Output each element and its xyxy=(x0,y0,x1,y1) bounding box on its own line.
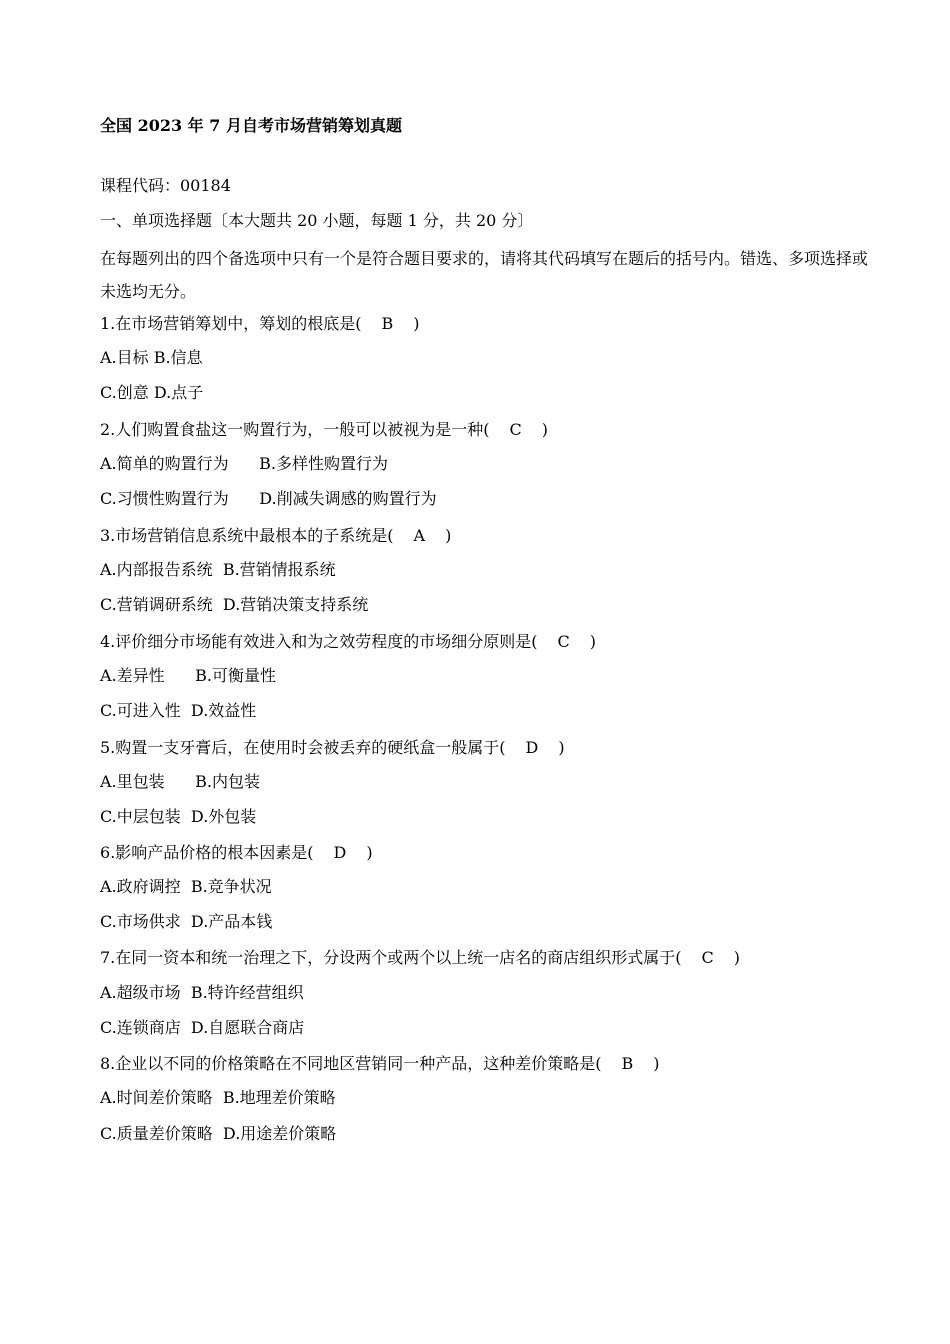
close-paren: ) xyxy=(541,420,549,439)
question-8-stem xyxy=(100,1053,660,1075)
question-stem: 5.购置一支牙膏后，在使用时会被丢弃的硬纸盒一般属于( xyxy=(100,738,506,757)
question-3-options-cd: C.营销调研系统 D.营销决策支持系统 xyxy=(100,595,369,614)
question-stem: 4.评价细分市场能有效进入和为之效劳程度的市场细分原则是( xyxy=(100,632,538,651)
question-1-stem xyxy=(100,313,420,335)
question-stem: 2.人们购置食盐这一购置行为，一般可以被视为是一种( xyxy=(100,420,490,439)
question-3-options-ab: A.内部报告系统 B.营销情报系统 xyxy=(100,560,336,579)
close-paren: ) xyxy=(366,843,373,862)
course-code: 课程代码：00184 xyxy=(100,176,231,195)
close-paren: ) xyxy=(653,1054,660,1073)
close-paren: ) xyxy=(413,314,420,333)
question-8-options-ab: A.时间差价策略 B.地理差价策略 xyxy=(100,1088,336,1107)
question-2-stem xyxy=(100,419,548,441)
close-paren: ) xyxy=(558,738,565,757)
question-6-options-cd: C.市场供求 D.产品本钱 xyxy=(100,912,273,931)
question-4-options-ab: A.差异性 B.可衡量性 xyxy=(100,666,277,685)
answer: C xyxy=(557,632,570,651)
question-5-options-ab: A.里包装 B.内包装 xyxy=(100,772,261,791)
question-stem: 1.在市场营销筹划中，筹划的根底是( xyxy=(100,314,362,333)
question-2-options-ab: A.简单的购置行为 B.多样性购置行为 xyxy=(100,454,389,473)
answer: D xyxy=(333,843,347,862)
question-stem: 7.在同一资本和统一治理之下，分设两个或两个以上统一店名的商店组织形式属于( xyxy=(100,948,682,967)
question-4-options-cd: C.可进入性 D.效益性 xyxy=(100,701,257,720)
question-7-options-cd: C.连锁商店 D.自愿联合商店 xyxy=(100,1018,305,1037)
question-8-options-cd: C.质量差价策略 D.用途差价策略 xyxy=(100,1124,337,1143)
answer: C xyxy=(701,948,714,967)
question-1-options-ab: A.目标 B.信息 xyxy=(100,348,203,367)
document-title: 全国 2023 年 7 月自考市场营销筹划真题 xyxy=(100,116,402,135)
question-5-options-cd: C.中层包装 D.外包装 xyxy=(100,807,257,826)
question-3-stem xyxy=(100,525,451,547)
answer: C xyxy=(509,420,522,439)
section-heading: 一、单项选择题〔本大题共 20 小题，每题 1 分，共 20 分〕 xyxy=(100,211,534,230)
question-6-options-ab: A.政府调控 B.竞争状况 xyxy=(100,877,272,896)
question-1-options-cd: C.创意 D.点子 xyxy=(100,383,204,402)
question-5-stem xyxy=(100,737,565,759)
close-paren: ) xyxy=(445,526,452,545)
question-stem: 6.影响产品价格的根本因素是( xyxy=(100,843,314,862)
answer: D xyxy=(525,738,539,757)
question-7-stem xyxy=(100,947,740,969)
question-7-options-ab: A.超级市场 B.特许经营组织 xyxy=(100,983,304,1002)
answer: B xyxy=(621,1054,634,1073)
instructions: 在每题列出的四个备选项中只有一个是符合题目要求的，请将其代码填写在题后的括号内。错选、多项选择或未选均无分。 xyxy=(100,249,869,301)
question-2-options-cd: C.习惯性购置行为 D.削减失调感的购置行为 xyxy=(100,489,437,508)
question-stem: 8.企业以不同的价格策略在不同地区营销同一种产品，这种差价策略是( xyxy=(100,1054,602,1073)
question-6-stem xyxy=(100,842,373,864)
close-paren: ) xyxy=(733,948,741,967)
question-stem: 3.市场营销信息系统中最根本的子系统是( xyxy=(100,526,394,545)
answer: A xyxy=(413,526,426,545)
answer: B xyxy=(381,314,394,333)
question-4-stem xyxy=(100,631,596,653)
close-paren: ) xyxy=(589,632,597,651)
